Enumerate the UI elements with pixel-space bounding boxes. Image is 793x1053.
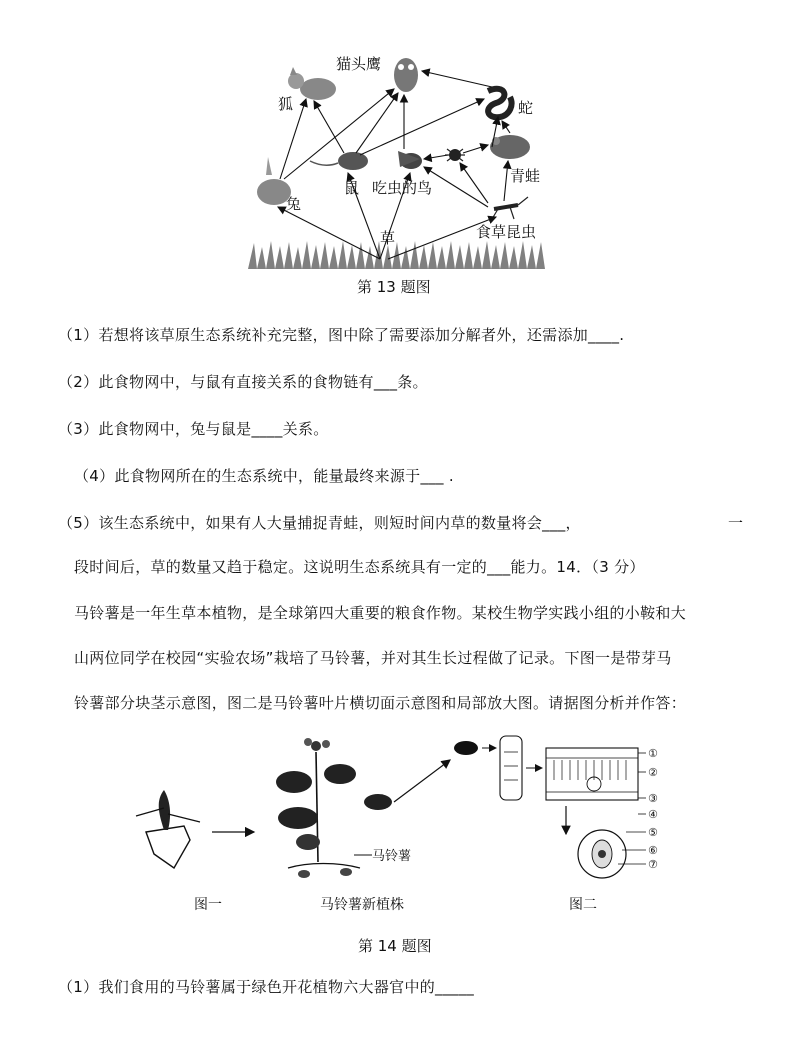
label-rabbit: 兔 <box>286 195 302 213</box>
new-plant-label: 马铃薯新植株 <box>320 897 404 913</box>
leaf-cross-section-illustration <box>454 736 638 878</box>
q13-part-5a-end: 一 <box>728 514 744 532</box>
label-mouse: 鼠 <box>344 179 360 197</box>
label-frog: 青蛙 <box>510 167 541 185</box>
potato-label: 马铃薯 <box>372 849 412 864</box>
label-grass: 草 <box>380 229 396 247</box>
fig1-label: 图一 <box>194 897 222 913</box>
mouse-illustration <box>310 152 368 170</box>
q14-intro-line-3: 铃薯部分块茎示意图，图二是马铃薯叶片横切面示意图和局部放大图。请据图分析并作答： <box>74 694 687 712</box>
insect-illustration <box>492 197 528 219</box>
label-insect: 食草昆虫 <box>476 223 537 241</box>
q13-part-3: （3）此食物网中，兔与鼠是____关系。 <box>58 420 329 438</box>
fox-illustration <box>288 67 336 100</box>
callout-4: ④ <box>648 808 658 821</box>
label-bird: 吃虫的鸟 <box>372 179 433 197</box>
fig2-label: 图二 <box>569 897 597 913</box>
q13-part-5b: 段时间后，草的数量又趋于稳定。这说明生态系统具有一定的___能力。14．（3 分） <box>74 558 645 576</box>
sprouting-tuber-illustration <box>136 790 200 868</box>
figure-14-caption: 第 14 题图 <box>358 937 432 955</box>
q13-part-5a: （5）该生态系统中，如果有人大量捕捉青蛙，则短时间内草的数量将会___， <box>58 514 581 532</box>
q13-part-4: （4）此食物网所在的生态系统中，能量最终来源于___ . <box>74 467 454 485</box>
bird-illustration <box>398 151 422 169</box>
callout-5: ⑤ <box>648 826 658 839</box>
callout-7: ⑦ <box>648 858 658 871</box>
q13-part-1: （1）若想将该草原生态系统补充完整，图中除了需要添加分解者外，还需添加____. <box>58 326 625 344</box>
label-owl: 猫头鹰 <box>336 55 382 73</box>
callout-3: ③ <box>648 792 658 805</box>
callout-2: ② <box>648 766 658 779</box>
frog-illustration <box>490 135 530 159</box>
callout-6: ⑥ <box>648 844 658 857</box>
label-snake: 蛇 <box>518 99 534 117</box>
snake-illustration <box>488 89 512 117</box>
callout-1: ① <box>648 747 658 760</box>
arrow-plant-to-leaf <box>394 760 450 802</box>
owl-illustration <box>394 58 418 92</box>
q14-intro-line-1: 马铃薯是一年生草本植物，是全球第四大重要的粮食作物。某校生物学实践小组的小鞍和大 <box>74 604 687 622</box>
q14-part-1: （1）我们食用的马铃薯属于绿色开花植物六大器官中的_____ <box>58 978 475 996</box>
q13-part-2: （2）此食物网中，与鼠有直接关系的食物链有___条。 <box>58 373 428 391</box>
figure-13-caption: 第 13 题图 <box>357 278 431 296</box>
potato-figure <box>128 722 668 894</box>
grass-illustration <box>248 241 548 272</box>
q14-intro-line-2: 山两位同学在校园“实验农场”栽培了马铃薯，并对其生长过程做了记录。下图一是带芽马 <box>74 649 672 667</box>
label-fox: 狐 <box>278 95 294 113</box>
food-web-figure <box>248 47 548 272</box>
